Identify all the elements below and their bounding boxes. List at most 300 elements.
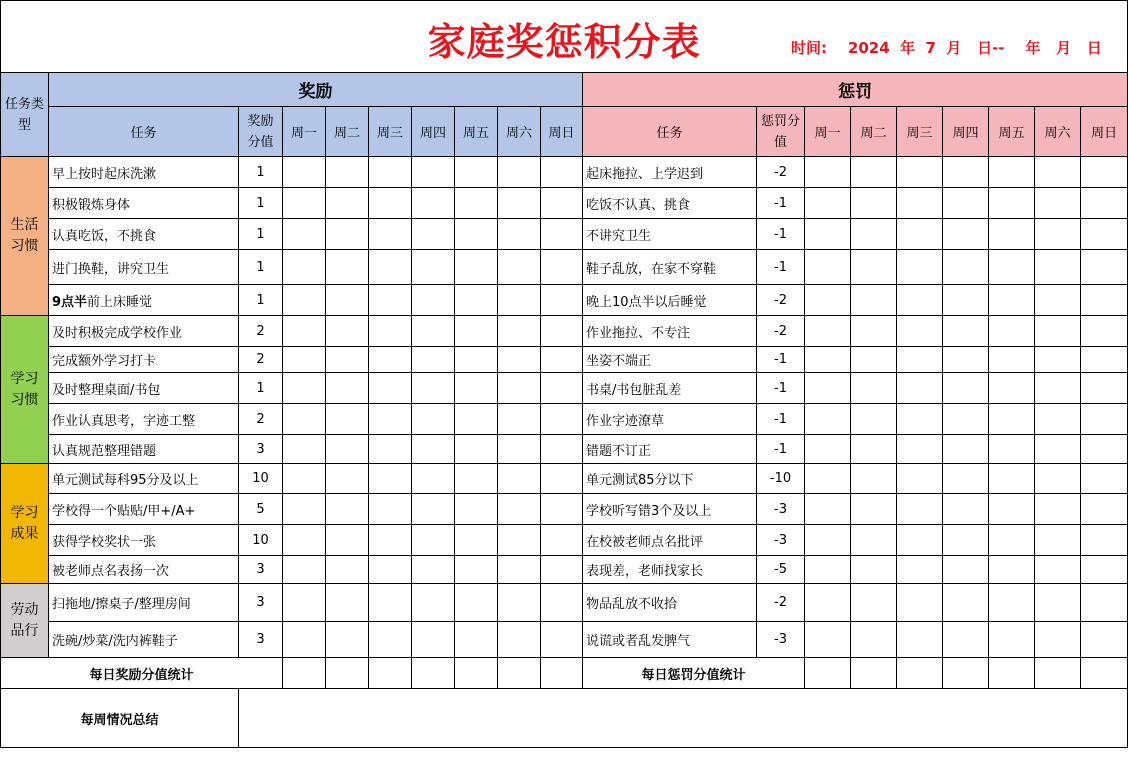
punish-day-cell[interactable] — [805, 435, 851, 464]
date-range: 时间: 2024 年 7 月 日-- 年 月 日 — [791, 39, 1102, 57]
punish-day-cell[interactable] — [989, 464, 1035, 494]
reward-task-cell — [49, 219, 239, 250]
reward-day-cell[interactable] — [283, 285, 326, 316]
reward-score-cell: 1 — [239, 157, 283, 188]
reward-day-cell[interactable] — [283, 584, 326, 622]
punish-day-cell[interactable] — [851, 316, 897, 347]
punish-day-cell[interactable] — [851, 464, 897, 494]
reward-day-cell[interactable] — [498, 219, 541, 250]
reward-day-cell[interactable] — [455, 525, 498, 556]
reward-day-cell[interactable] — [326, 556, 369, 584]
reward-day-cell[interactable] — [498, 556, 541, 584]
punish-score-cell: -2 — [757, 157, 805, 188]
reward-day-cell[interactable] — [283, 622, 326, 658]
reward-day-cell[interactable] — [498, 622, 541, 658]
reward-day-cell[interactable] — [326, 404, 369, 435]
reward-day-cell[interactable] — [369, 188, 412, 219]
task-type-header: 任务类型 — [1, 73, 49, 157]
punish-day-cell[interactable] — [943, 347, 989, 373]
score-cell[interactable] — [943, 658, 989, 689]
punish-day-cell[interactable] — [1035, 584, 1081, 622]
punish-day-cell[interactable] — [851, 373, 897, 404]
reward-day-cell[interactable] — [326, 525, 369, 556]
punish-day-cell[interactable] — [1081, 404, 1128, 435]
punish-day-cell[interactable] — [1035, 525, 1081, 556]
punish-day-cell[interactable] — [1081, 435, 1128, 464]
reward-day-cell[interactable] — [412, 157, 455, 188]
score-cell[interactable] — [851, 658, 897, 689]
punish-day-cell[interactable] — [989, 404, 1035, 435]
punish-day-cell[interactable] — [989, 347, 1035, 373]
reward-day-cell[interactable] — [326, 464, 369, 494]
punish-day-cell[interactable] — [943, 404, 989, 435]
punish-day-cell[interactable] — [989, 622, 1035, 658]
punish-day-cell[interactable] — [1035, 464, 1081, 494]
score-cell[interactable] — [412, 658, 455, 689]
reward-task-cell — [49, 250, 239, 285]
reward-day-cell[interactable] — [455, 404, 498, 435]
punish-day-cell[interactable] — [943, 464, 989, 494]
punish-day-cell[interactable] — [851, 556, 897, 584]
reward-day-cell[interactable] — [498, 285, 541, 316]
reward-day-cell[interactable] — [541, 556, 583, 584]
reward-task-cell — [49, 556, 239, 584]
reward-day-cell[interactable] — [412, 347, 455, 373]
punish-day-header: 周三 — [897, 107, 943, 157]
punish-day-cell[interactable] — [851, 250, 897, 285]
punish-day-cell[interactable] — [989, 188, 1035, 219]
punish-score-cell: -1 — [757, 219, 805, 250]
reward-task-cell — [49, 464, 239, 494]
punish-day-cell[interactable] — [851, 494, 897, 525]
reward-day-cell[interactable] — [283, 435, 326, 464]
punish-day-cell[interactable] — [805, 584, 851, 622]
reward-day-cell[interactable] — [541, 404, 583, 435]
reward-day-cell[interactable] — [498, 250, 541, 285]
punish-day-cell[interactable] — [1081, 157, 1128, 188]
reward-day-cell[interactable] — [455, 584, 498, 622]
punish-day-cell[interactable] — [851, 584, 897, 622]
reward-day-cell[interactable] — [541, 347, 583, 373]
punish-day-cell[interactable] — [989, 219, 1035, 250]
reward-day-cell[interactable] — [326, 285, 369, 316]
punish-day-cell[interactable] — [943, 188, 989, 219]
punish-day-cell[interactable] — [1035, 404, 1081, 435]
reward-day-cell[interactable] — [498, 584, 541, 622]
reward-day-cell[interactable] — [369, 316, 412, 347]
score-cell[interactable] — [326, 658, 369, 689]
punish-day-cell[interactable] — [943, 556, 989, 584]
punish-day-cell[interactable] — [897, 188, 943, 219]
reward-day-cell[interactable] — [498, 373, 541, 404]
punish-day-cell[interactable] — [943, 157, 989, 188]
punish-day-cell[interactable] — [989, 250, 1035, 285]
reward-score-cell: 3 — [239, 435, 283, 464]
reward-day-cell[interactable] — [455, 622, 498, 658]
reward-task-text: 前上床睡觉 — [87, 294, 153, 310]
title-bar — [1, 1, 1128, 73]
punish-day-cell[interactable] — [897, 622, 943, 658]
punish-day-cell[interactable] — [1081, 250, 1128, 285]
reward-day-cell[interactable] — [455, 556, 498, 584]
reward-day-cell[interactable] — [369, 556, 412, 584]
reward-day-cell[interactable] — [412, 373, 455, 404]
daily-reward-total-label: 每日奖励分值统计 — [1, 658, 283, 689]
punish-score-cell: -3 — [757, 494, 805, 525]
reward-day-cell[interactable] — [326, 157, 369, 188]
reward-day-cell[interactable] — [455, 219, 498, 250]
punish-day-cell[interactable] — [897, 250, 943, 285]
punish-day-cell[interactable] — [1081, 188, 1128, 219]
reward-day-cell[interactable] — [412, 435, 455, 464]
punish-day-cell[interactable] — [1035, 219, 1081, 250]
reward-day-cell[interactable] — [455, 494, 498, 525]
punish-day-cell[interactable] — [989, 556, 1035, 584]
punish-day-cell[interactable] — [805, 188, 851, 219]
punish-day-cell[interactable] — [851, 525, 897, 556]
punish-day-cell[interactable] — [1081, 219, 1128, 250]
punish-day-cell[interactable] — [897, 316, 943, 347]
reward-day-cell[interactable] — [326, 584, 369, 622]
reward-task-cell — [49, 494, 239, 525]
score-cell[interactable] — [283, 658, 326, 689]
reward-day-cell[interactable] — [541, 373, 583, 404]
reward-day-cell[interactable] — [498, 525, 541, 556]
punish-day-header: 周六 — [1035, 107, 1081, 157]
punish-day-cell[interactable] — [943, 250, 989, 285]
reward-task-cell — [49, 157, 239, 188]
punish-score-cell: -2 — [757, 584, 805, 622]
punish-day-cell[interactable] — [1035, 316, 1081, 347]
punish-day-cell[interactable] — [805, 525, 851, 556]
punish-day-cell[interactable] — [805, 464, 851, 494]
reward-day-cell[interactable] — [541, 219, 583, 250]
reward-day-header: 周三 — [369, 107, 412, 157]
punish-day-cell[interactable] — [897, 435, 943, 464]
punish-day-cell[interactable] — [851, 157, 897, 188]
punish-score-cell: -10 — [757, 464, 805, 494]
reward-day-cell[interactable] — [541, 188, 583, 219]
reward-day-cell[interactable] — [541, 584, 583, 622]
reward-day-cell[interactable] — [326, 188, 369, 219]
reward-task-text: 早上按时起床洗漱 — [52, 166, 157, 182]
punish-day-cell[interactable] — [943, 525, 989, 556]
punish-day-cell[interactable] — [943, 219, 989, 250]
reward-day-cell[interactable] — [369, 157, 412, 188]
punish-day-cell[interactable] — [897, 347, 943, 373]
category-label: 学习习惯 — [10, 370, 39, 408]
punish-day-cell[interactable] — [805, 622, 851, 658]
reward-task-cell — [49, 584, 239, 622]
reward-day-cell[interactable] — [541, 622, 583, 658]
punish-day-cell[interactable] — [897, 373, 943, 404]
punish-day-cell[interactable] — [1081, 373, 1128, 404]
reward-day-cell[interactable] — [412, 622, 455, 658]
reward-day-cell[interactable] — [498, 157, 541, 188]
punish-day-cell[interactable] — [943, 316, 989, 347]
score-cell[interactable] — [989, 658, 1035, 689]
punish-day-cell[interactable] — [989, 373, 1035, 404]
reward-day-cell[interactable] — [326, 494, 369, 525]
reward-score-cell: 1 — [239, 188, 283, 219]
punish-day-cell[interactable] — [805, 219, 851, 250]
reward-day-cell[interactable] — [283, 157, 326, 188]
reward-day-cell[interactable] — [412, 404, 455, 435]
punish-day-cell[interactable] — [897, 285, 943, 316]
reward-day-cell[interactable] — [369, 584, 412, 622]
punish-day-cell[interactable] — [805, 556, 851, 584]
reward-day-cell[interactable] — [326, 347, 369, 373]
punish-day-cell[interactable] — [1035, 188, 1081, 219]
reward-header: 奖励 — [49, 73, 583, 107]
punish-day-cell[interactable] — [897, 157, 943, 188]
punish-day-cell[interactable] — [1081, 525, 1128, 556]
punish-day-cell[interactable] — [989, 157, 1035, 188]
punish-day-cell[interactable] — [1081, 285, 1128, 316]
punish-day-cell[interactable] — [989, 584, 1035, 622]
reward-task-text: 获得学校奖状一张 — [52, 534, 157, 550]
punish-day-cell[interactable] — [1035, 622, 1081, 658]
reward-score-header: 奖励分值 — [239, 107, 283, 157]
reward-day-cell[interactable] — [326, 219, 369, 250]
reward-day-cell[interactable] — [498, 347, 541, 373]
punish-day-cell[interactable] — [851, 404, 897, 435]
reward-day-cell[interactable] — [283, 525, 326, 556]
reward-day-cell[interactable] — [541, 250, 583, 285]
punish-day-cell[interactable] — [805, 250, 851, 285]
punish-day-cell[interactable] — [1035, 250, 1081, 285]
reward-day-cell[interactable] — [455, 157, 498, 188]
reward-score-cell: 3 — [239, 584, 283, 622]
score-cell[interactable] — [369, 658, 412, 689]
punish-score-cell: -2 — [757, 316, 805, 347]
punish-day-cell[interactable] — [805, 285, 851, 316]
reward-day-cell[interactable] — [369, 347, 412, 373]
punish-task-cell: 坐姿不端正 — [583, 347, 757, 373]
reward-day-cell[interactable] — [283, 347, 326, 373]
reward-task-text: 认真规范整理错题 — [52, 443, 157, 459]
punish-task-cell: 不讲究卫生 — [583, 219, 757, 250]
punish-day-cell[interactable] — [897, 494, 943, 525]
reward-day-cell[interactable] — [455, 464, 498, 494]
reward-day-cell[interactable] — [412, 285, 455, 316]
reward-day-cell[interactable] — [412, 219, 455, 250]
reward-day-cell[interactable] — [498, 404, 541, 435]
reward-day-cell[interactable] — [412, 556, 455, 584]
reward-day-cell[interactable] — [498, 494, 541, 525]
reward-score-cell: 1 — [239, 373, 283, 404]
punish-header: 惩罚 — [583, 73, 1128, 107]
reward-day-cell[interactable] — [369, 373, 412, 404]
reward-day-cell[interactable] — [541, 435, 583, 464]
punish-day-cell[interactable] — [897, 219, 943, 250]
reward-day-cell[interactable] — [283, 556, 326, 584]
reward-day-cell[interactable] — [541, 494, 583, 525]
reward-task-text: 认真吃饭，不挑食 — [52, 228, 157, 244]
reward-day-cell[interactable] — [455, 347, 498, 373]
category-cell — [1, 157, 49, 316]
category-label: 生活习惯 — [10, 217, 39, 254]
punish-task-header: 任务 — [583, 107, 757, 157]
reward-day-header: 周五 — [455, 107, 498, 157]
score-cell[interactable] — [1035, 658, 1081, 689]
reward-score-cell: 2 — [239, 316, 283, 347]
punish-day-cell[interactable] — [897, 404, 943, 435]
punish-day-cell[interactable] — [1081, 556, 1128, 584]
reward-task-cell — [49, 404, 239, 435]
punish-day-cell[interactable] — [943, 373, 989, 404]
reward-day-cell[interactable] — [455, 316, 498, 347]
category-cell — [1, 316, 49, 464]
punish-day-cell[interactable] — [805, 316, 851, 347]
reward-score-cell: 10 — [239, 464, 283, 494]
punish-score-cell: -1 — [757, 373, 805, 404]
reward-day-header: 周日 — [541, 107, 583, 157]
reward-day-cell[interactable] — [283, 373, 326, 404]
punish-day-cell[interactable] — [1081, 464, 1128, 494]
punish-day-cell[interactable] — [805, 347, 851, 373]
reward-day-cell[interactable] — [369, 285, 412, 316]
reward-task-text: 进门换鞋，讲究卫生 — [52, 261, 170, 277]
punish-day-cell[interactable] — [989, 316, 1035, 347]
score-cell[interactable] — [1081, 658, 1128, 689]
reward-day-cell[interactable] — [369, 525, 412, 556]
score-cell[interactable] — [455, 658, 498, 689]
punish-day-cell[interactable] — [805, 157, 851, 188]
punish-day-cell[interactable] — [851, 188, 897, 219]
reward-day-cell[interactable] — [412, 250, 455, 285]
reward-day-cell[interactable] — [541, 285, 583, 316]
punish-day-cell[interactable] — [943, 435, 989, 464]
punish-day-cell[interactable] — [805, 494, 851, 525]
reward-day-cell[interactable] — [369, 219, 412, 250]
reward-day-cell[interactable] — [498, 435, 541, 464]
punish-day-cell[interactable] — [851, 347, 897, 373]
punish-day-cell[interactable] — [805, 404, 851, 435]
reward-day-cell[interactable] — [326, 250, 369, 285]
score-cell[interactable] — [541, 658, 583, 689]
daily-punish-total-label: 每日惩罚分值统计 — [583, 658, 805, 689]
reward-day-cell[interactable] — [369, 435, 412, 464]
punish-day-cell[interactable] — [851, 435, 897, 464]
punish-task-cell: 学校听写错3个及以上 — [583, 494, 757, 525]
punish-day-cell[interactable] — [1035, 556, 1081, 584]
reward-task-cell — [49, 285, 239, 316]
reward-day-cell[interactable] — [498, 316, 541, 347]
reward-day-cell[interactable] — [369, 494, 412, 525]
reward-task-cell — [49, 525, 239, 556]
reward-day-cell[interactable] — [283, 250, 326, 285]
category-label: 劳动品行 — [10, 601, 39, 639]
punish-task-cell: 鞋子乱放，在家不穿鞋 — [583, 250, 757, 285]
reward-day-cell[interactable] — [541, 316, 583, 347]
reward-day-cell[interactable] — [283, 464, 326, 494]
punish-day-header: 周四 — [943, 107, 989, 157]
reward-day-cell[interactable] — [326, 622, 369, 658]
punish-day-cell[interactable] — [1081, 347, 1128, 373]
punish-day-cell[interactable] — [1081, 316, 1128, 347]
punish-day-cell[interactable] — [1035, 157, 1081, 188]
punish-day-cell[interactable] — [1035, 435, 1081, 464]
reward-day-cell[interactable] — [412, 188, 455, 219]
weekly-summary-field[interactable] — [239, 689, 1128, 748]
reward-day-cell[interactable] — [412, 464, 455, 494]
punish-day-cell[interactable] — [943, 584, 989, 622]
reward-day-cell[interactable] — [369, 464, 412, 494]
punish-day-cell[interactable] — [943, 622, 989, 658]
reward-day-cell[interactable] — [369, 622, 412, 658]
reward-day-cell[interactable] — [326, 435, 369, 464]
punish-day-cell[interactable] — [989, 285, 1035, 316]
reward-task-text: 洗碗/炒菜/洗内裤鞋子 — [52, 634, 178, 649]
punish-task-cell: 错题不订正 — [583, 435, 757, 464]
reward-day-cell[interactable] — [541, 464, 583, 494]
reward-day-cell[interactable] — [283, 316, 326, 347]
punish-day-cell[interactable] — [1081, 622, 1128, 658]
reward-day-cell[interactable] — [283, 494, 326, 525]
punish-day-cell[interactable] — [943, 285, 989, 316]
reward-day-cell[interactable] — [412, 584, 455, 622]
punish-day-cell[interactable] — [989, 525, 1035, 556]
category-label: 学习成果 — [10, 504, 39, 542]
score-cell[interactable] — [897, 658, 943, 689]
punish-score-cell: -2 — [757, 285, 805, 316]
punish-day-cell[interactable] — [1035, 373, 1081, 404]
punish-day-cell[interactable] — [1081, 494, 1128, 525]
reward-day-cell[interactable] — [283, 188, 326, 219]
reward-day-cell[interactable] — [455, 435, 498, 464]
score-cell[interactable] — [805, 658, 851, 689]
reward-day-cell[interactable] — [541, 525, 583, 556]
reward-day-cell[interactable] — [369, 250, 412, 285]
punish-day-cell[interactable] — [897, 556, 943, 584]
reward-day-cell[interactable] — [498, 188, 541, 219]
punish-score-cell: -1 — [757, 435, 805, 464]
reward-day-cell[interactable] — [412, 316, 455, 347]
reward-day-cell[interactable] — [412, 494, 455, 525]
punish-day-cell[interactable] — [989, 494, 1035, 525]
reward-day-cell[interactable] — [412, 525, 455, 556]
punish-score-cell: -3 — [757, 525, 805, 556]
reward-day-cell[interactable] — [455, 285, 498, 316]
punish-day-cell[interactable] — [943, 494, 989, 525]
reward-day-cell[interactable] — [541, 157, 583, 188]
reward-day-cell[interactable] — [326, 373, 369, 404]
punish-day-cell[interactable] — [1035, 347, 1081, 373]
punish-day-cell[interactable] — [897, 464, 943, 494]
punish-day-cell[interactable] — [897, 584, 943, 622]
reward-day-cell[interactable] — [498, 464, 541, 494]
punish-day-cell[interactable] — [897, 525, 943, 556]
reward-day-cell[interactable] — [283, 219, 326, 250]
reward-day-cell[interactable] — [283, 404, 326, 435]
punish-day-cell[interactable] — [1035, 285, 1081, 316]
punish-day-cell[interactable] — [1035, 494, 1081, 525]
punish-day-cell[interactable] — [851, 622, 897, 658]
reward-score-cell: 2 — [239, 347, 283, 373]
reward-day-cell[interactable] — [455, 373, 498, 404]
reward-day-cell[interactable] — [455, 250, 498, 285]
reward-day-cell[interactable] — [369, 404, 412, 435]
punish-day-cell[interactable] — [989, 435, 1035, 464]
reward-day-cell[interactable] — [455, 188, 498, 219]
punish-day-cell[interactable] — [1081, 584, 1128, 622]
punish-day-cell[interactable] — [851, 285, 897, 316]
punish-day-cell[interactable] — [805, 373, 851, 404]
reward-day-cell[interactable] — [326, 316, 369, 347]
punish-day-cell[interactable] — [851, 219, 897, 250]
score-cell[interactable] — [498, 658, 541, 689]
